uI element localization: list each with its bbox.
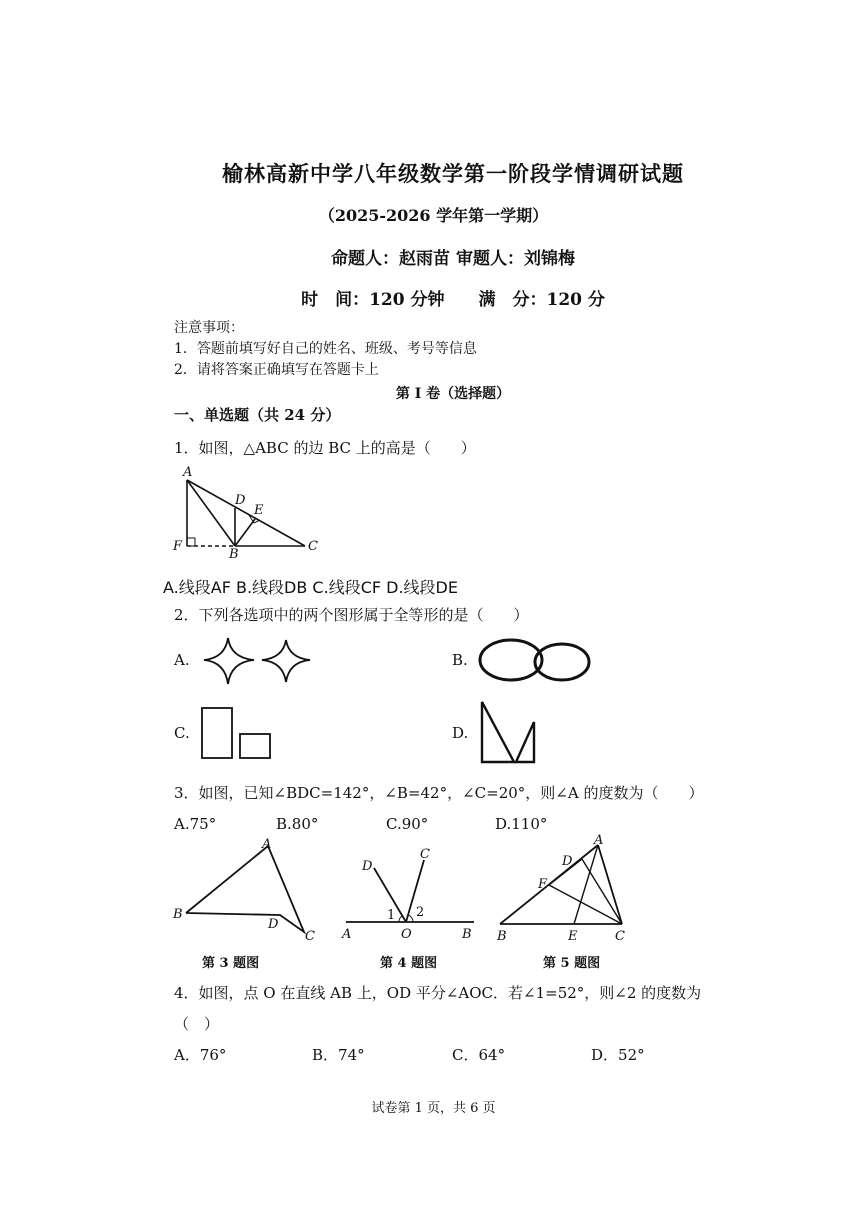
fig5-label-f: F	[538, 877, 548, 892]
fig1-label-c: C	[308, 539, 318, 554]
q3-option-c: C.90°	[386, 815, 429, 833]
exam-time-score	[0, 285, 867, 310]
fig1-label-a: A	[183, 465, 193, 480]
fig3-label-d: D	[268, 917, 279, 932]
fig5-label-c: C	[615, 929, 625, 944]
fig4-label-b: B	[462, 927, 472, 942]
fig4-angle-1: 1	[387, 908, 396, 923]
fig4-label-c: C	[420, 847, 430, 862]
q4-option-a: A．76°	[174, 1046, 227, 1064]
q2-option-a-figure	[196, 634, 316, 690]
question-1-stem: 1．如图，△ABC 的边 BC 上的高是（ ）	[174, 439, 476, 457]
question-2-stem: 2．下列各选项中的两个图形属于全等形的是（ ）	[174, 606, 529, 624]
q2-option-b-figure	[474, 634, 594, 690]
volume-title: 第 I 卷（选择题）	[395, 386, 511, 402]
figure-3	[170, 836, 330, 948]
figure-4-caption: 第 4 题图	[380, 956, 438, 971]
fig3-label-a: A	[262, 837, 272, 852]
question-1-figure	[165, 462, 325, 562]
notes-heading: 注意事项：	[174, 320, 244, 336]
figure-4	[336, 840, 486, 948]
q4-option-b: B．74°	[312, 1046, 365, 1064]
q3-option-d: D.110°	[495, 815, 548, 833]
notes-item: 2．请将答案正确填写在答题卡上	[174, 362, 379, 378]
question-4-paren: （ ）	[174, 1015, 220, 1033]
fig5-label-e: E	[568, 929, 578, 944]
exam-authors: 命题人：赵雨苗 审题人：刘锦梅	[331, 249, 575, 269]
page-footer: 试卷第 1 页，共 6 页	[371, 1101, 496, 1116]
exam-term: （2025-2026 学年第一学期）	[318, 206, 549, 225]
fig5-label-d: D	[562, 854, 573, 869]
q2-label-d: D.	[452, 724, 469, 742]
fig4-label-a: A	[342, 927, 352, 942]
fig1-label-d: D	[235, 493, 246, 508]
exam-time: 时 间：120 分钟	[301, 290, 445, 310]
fig4-label-o: O	[401, 927, 412, 942]
figure-3-caption: 第 3 题图	[202, 956, 260, 971]
q4-option-d: D．52°	[591, 1046, 645, 1064]
fig3-label-c: C	[305, 929, 315, 944]
exam-score: 满 分：120 分	[478, 290, 605, 310]
fig4-label-d: D	[362, 859, 373, 874]
q2-label-b: B.	[452, 651, 468, 669]
q2-option-d-figure	[474, 696, 544, 770]
figure-5-caption: 第 5 题图	[543, 956, 601, 971]
question-1-options: A.线段AF B.线段DB C.线段CF D.线段DE	[163, 578, 458, 597]
fig4-angle-2: 2	[416, 905, 425, 920]
q3-option-a: A.75°	[174, 815, 217, 833]
notes-block	[174, 318, 477, 381]
q3-option-b: B.80°	[276, 815, 319, 833]
fig3-label-b: B	[173, 907, 183, 922]
section-title: 一、单选题（共 24 分）	[174, 406, 341, 424]
fig5-label-a: A	[594, 833, 604, 848]
question-4-stem: 4．如图，点 O 在直线 AB 上，OD 平分∠AOC．若∠1=52°，则∠2 的度数为	[174, 984, 702, 1002]
fig1-label-e: E	[254, 503, 264, 518]
q2-label-a: A.	[174, 651, 190, 669]
fig1-label-f: F	[173, 539, 183, 554]
notes-item: 1．答题前填写好自己的姓名、班级、考号等信息	[174, 341, 477, 357]
fig1-label-b: B	[229, 547, 239, 562]
question-3-stem: 3．如图，已知∠BDC=142°，∠B=42°，∠C=20°，则∠A 的度数为（ ）	[174, 784, 704, 802]
figure-5	[494, 830, 644, 948]
exam-title: 榆林高新中学八年级数学第一阶段学情调研试题	[222, 161, 684, 186]
q2-label-c: C.	[174, 724, 190, 742]
fig5-label-b: B	[497, 929, 507, 944]
q4-option-c: C．64°	[452, 1046, 506, 1064]
q2-option-c-figure	[196, 702, 286, 764]
